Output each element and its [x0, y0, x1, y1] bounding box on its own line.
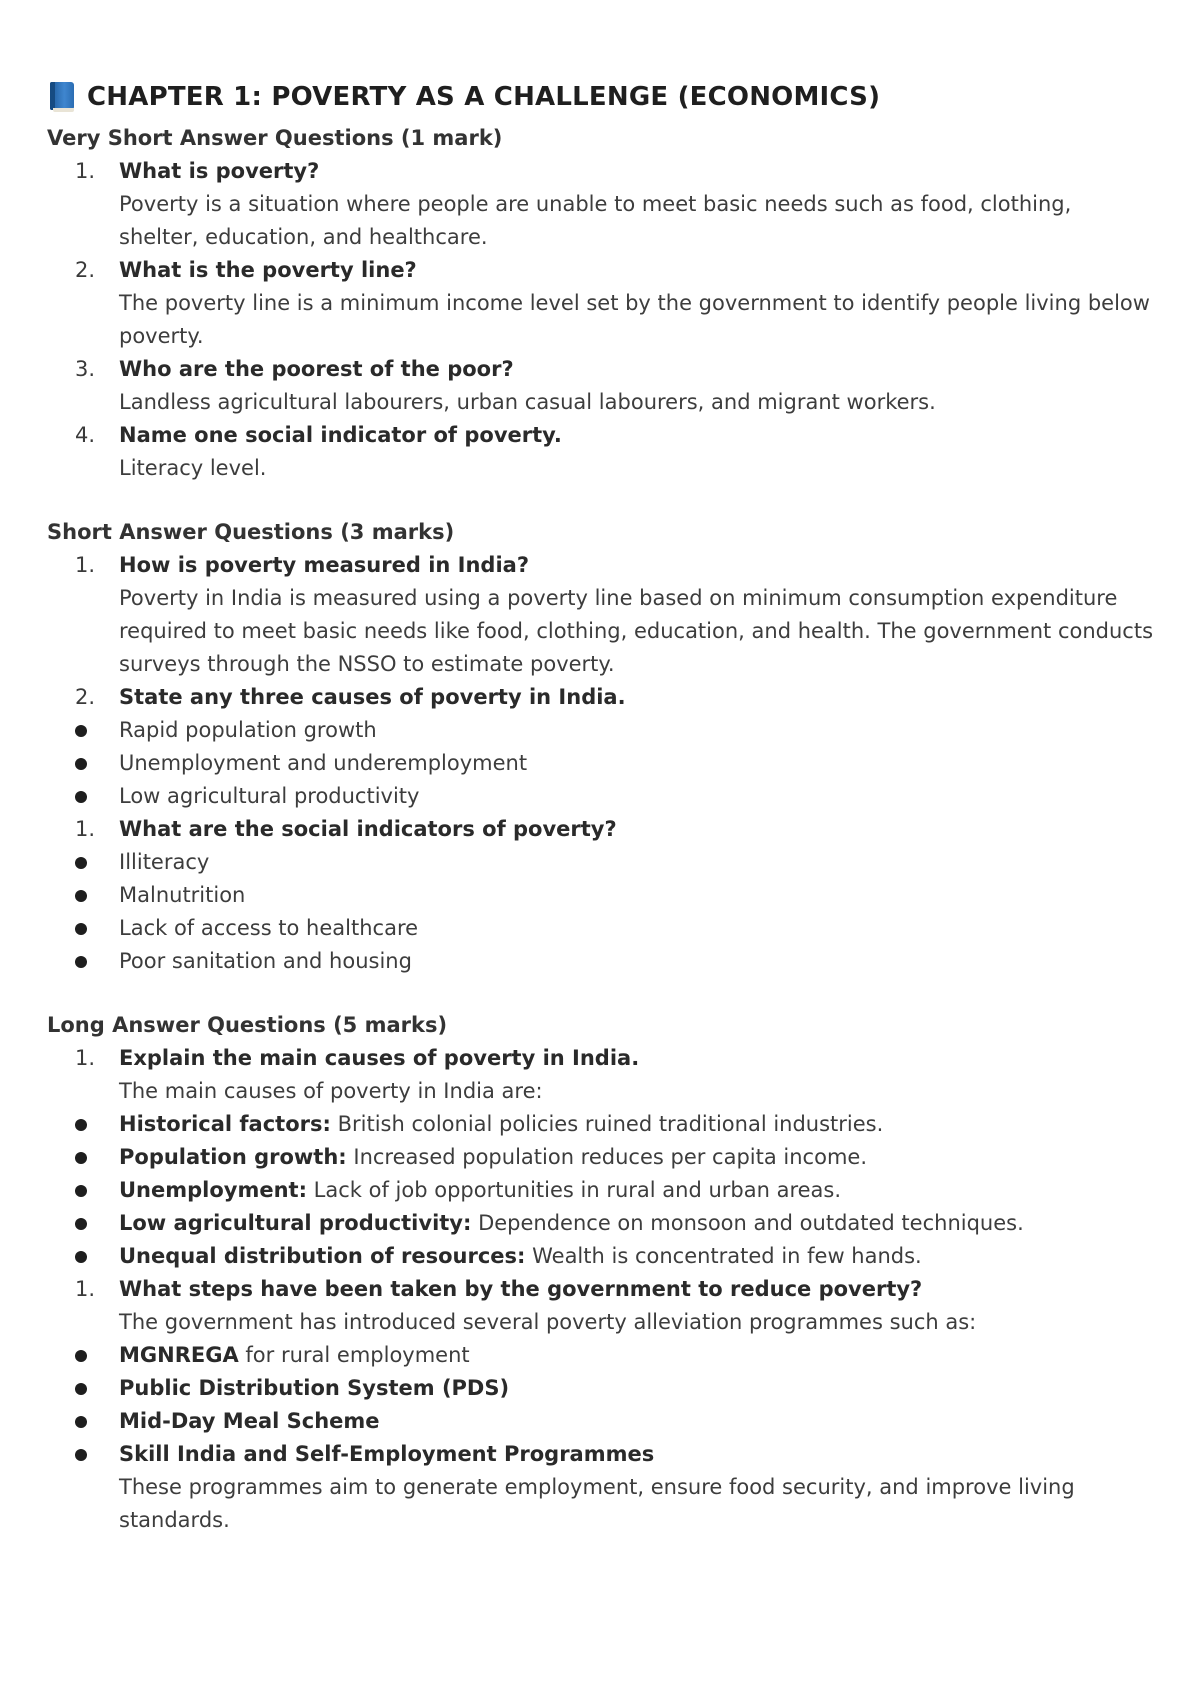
bullet-icon	[75, 725, 87, 737]
bullet-bold-text: Historical factors:	[119, 1112, 331, 1136]
question-item	[47, 1273, 1157, 1339]
bullet-icon	[75, 857, 87, 869]
bullet-item	[47, 1240, 1157, 1273]
question-number: 1.	[75, 159, 96, 183]
section-heading-very-short: Very Short Answer Questions (1 mark)	[47, 126, 503, 150]
bullet-item	[47, 846, 1157, 879]
answer-outro: These programmes aim to generate employment, ensure food security, and improve living standards.	[119, 1475, 1075, 1532]
question-number: 3.	[75, 357, 96, 381]
bullet-text: Dependence on monsoon and outdated techniques.	[471, 1211, 1024, 1235]
bullet-item	[47, 1405, 1157, 1438]
bullet-icon	[75, 1416, 87, 1428]
bullet-icon	[75, 1119, 87, 1131]
bullet-item	[47, 879, 1157, 912]
blue-book-icon	[47, 81, 77, 113]
bullet-text: Malnutrition	[119, 883, 246, 907]
bullet-text: Lack of access to healthcare	[119, 916, 419, 940]
question-item	[47, 1042, 1157, 1108]
bullet-text: Rapid population growth	[119, 718, 377, 742]
chapter-title	[47, 76, 1157, 118]
bullet-item	[47, 1174, 1157, 1207]
bullet-item	[47, 1438, 1157, 1537]
question-text: What is the poverty line?	[119, 258, 417, 282]
chapter-title-text: CHAPTER 1: POVERTY AS A CHALLENGE (ECONOMICS)	[87, 82, 881, 112]
answer-intro: The main causes of poverty in India are:	[119, 1079, 543, 1103]
question-item	[47, 549, 1157, 681]
question-number: 2.	[75, 685, 96, 709]
bullet-icon	[75, 956, 87, 968]
answer-text: Landless agricultural labourers, urban casual labourers, and migrant workers.	[119, 390, 936, 414]
bullet-bold-text: Low agricultural productivity:	[119, 1211, 472, 1235]
bullet-item	[47, 780, 1157, 813]
bullet-text: for rural employment	[238, 1343, 470, 1367]
bullet-text: Unemployment and underemployment	[119, 751, 528, 775]
question-number: 1.	[75, 1046, 96, 1070]
question-item	[47, 155, 1157, 254]
section-heading-long: Long Answer Questions (5 marks)	[47, 1013, 448, 1037]
question-text: What is poverty?	[119, 159, 320, 183]
bullet-text: Illiteracy	[119, 850, 210, 874]
answer-text: Poverty in India is measured using a poverty line based on minimum consumption expenditure required to meet basic needs like food, clothing, education, and health. The government conducts surveys through the NSSO to estimate poverty.	[119, 586, 1154, 676]
question-item	[47, 813, 1157, 846]
bullet-text: Wealth is concentrated in few hands.	[525, 1244, 922, 1268]
question-text: What steps have been taken by the government to reduce poverty?	[119, 1277, 923, 1301]
question-number: 1.	[75, 817, 96, 841]
bullet-bold-text: Unequal distribution of resources:	[119, 1244, 526, 1268]
bullet-text: Poor sanitation and housing	[119, 949, 412, 973]
bullet-bold-text: Public Distribution System (PDS)	[119, 1376, 510, 1400]
bullet-item	[47, 1372, 1157, 1405]
section-heading-short: Short Answer Questions (3 marks)	[47, 520, 455, 544]
bullet-item	[47, 1108, 1157, 1141]
bullet-item	[47, 1339, 1157, 1372]
bullet-item	[47, 1207, 1157, 1240]
question-number: 2.	[75, 258, 96, 282]
bullet-icon	[75, 1350, 87, 1362]
question-text: Explain the main causes of poverty in India.	[119, 1046, 640, 1070]
question-number: 4.	[75, 423, 96, 447]
bullet-icon	[75, 1251, 87, 1263]
question-number: 1.	[75, 1277, 96, 1301]
bullet-item	[47, 747, 1157, 780]
question-text: State any three causes of poverty in India.	[119, 685, 626, 709]
bullet-bold-text: Mid-Day Meal Scheme	[119, 1409, 380, 1433]
bullet-item	[47, 1141, 1157, 1174]
question-text: What are the social indicators of poverty?	[119, 817, 617, 841]
question-text: Name one social indicator of poverty.	[119, 423, 562, 447]
bullet-bold-text: Unemployment:	[119, 1178, 307, 1202]
bullet-icon	[75, 890, 87, 902]
bullet-item	[47, 912, 1157, 945]
bullet-text: Increased population reduces per capita income.	[346, 1145, 867, 1169]
document-page	[47, 76, 1157, 1537]
bullet-icon	[75, 1383, 87, 1395]
bullet-icon	[75, 1449, 87, 1461]
answer-text: The poverty line is a minimum income level set by the government to identify people living below poverty.	[119, 291, 1150, 348]
bullet-bold-text: Population growth:	[119, 1145, 347, 1169]
bullet-text: Low agricultural productivity	[119, 784, 420, 808]
question-text: How is poverty measured in India?	[119, 553, 530, 577]
question-number: 1.	[75, 553, 96, 577]
bullet-item	[47, 714, 1157, 747]
answer-text: Poverty is a situation where people are unable to meet basic needs such as food, clothing, shelter, education, and healthcare.	[119, 192, 1072, 249]
question-item	[47, 254, 1157, 353]
bullet-icon	[75, 758, 87, 770]
question-text: Who are the poorest of the poor?	[119, 357, 514, 381]
question-item	[47, 681, 1157, 714]
question-item	[47, 419, 1157, 485]
bullet-icon	[75, 923, 87, 935]
bullet-icon	[75, 1185, 87, 1197]
answer-text: Literacy level.	[119, 456, 267, 480]
bullet-icon	[75, 1152, 87, 1164]
bullet-item	[47, 945, 1157, 978]
bullet-icon	[75, 1218, 87, 1230]
answer-intro: The government has introduced several poverty alleviation programmes such as:	[119, 1310, 977, 1334]
question-item	[47, 353, 1157, 419]
bullet-icon	[75, 791, 87, 803]
bullet-text: British colonial policies ruined traditional industries.	[330, 1112, 884, 1136]
bullet-text: Lack of job opportunities in rural and urban areas.	[307, 1178, 842, 1202]
bullet-bold-text: Skill India and Self-Employment Programmes	[119, 1442, 655, 1466]
bullet-bold-text: MGNREGA	[119, 1343, 239, 1367]
